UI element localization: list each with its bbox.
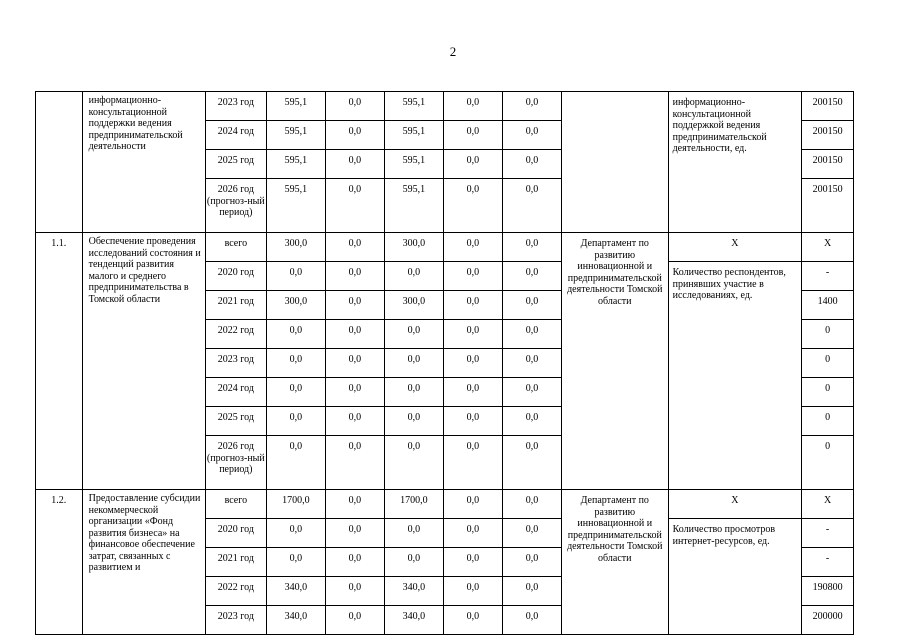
regional-cell: 1700,0 <box>384 490 443 519</box>
total-cell: 595,1 <box>266 179 325 233</box>
federal-cell: 0,0 <box>325 233 384 262</box>
local-cell: 0,0 <box>443 349 502 378</box>
federal-cell: 0,0 <box>325 121 384 150</box>
regional-cell: 595,1 <box>384 92 443 121</box>
target-cell: 200150 <box>802 121 854 150</box>
regional-cell: 0,0 <box>384 378 443 407</box>
target-cell: 190800 <box>802 577 854 606</box>
extra-cell: 0,0 <box>502 233 561 262</box>
federal-cell: 0,0 <box>325 262 384 291</box>
federal-cell: 0,0 <box>325 320 384 349</box>
extra-cell: 0,0 <box>502 262 561 291</box>
federal-cell: 0,0 <box>325 378 384 407</box>
indicator-x-cell: X <box>668 490 802 519</box>
regional-cell: 340,0 <box>384 577 443 606</box>
regional-cell: 0,0 <box>384 548 443 577</box>
regional-cell: 0,0 <box>384 436 443 490</box>
row-number-cell <box>36 92 83 233</box>
department-cell <box>561 92 668 233</box>
federal-cell: 0,0 <box>325 577 384 606</box>
target-cell: 200150 <box>802 179 854 233</box>
year-cell: 2021 год <box>205 548 266 577</box>
extra-cell: 0,0 <box>502 490 561 519</box>
total-cell: 0,0 <box>266 519 325 548</box>
target-cell: X <box>802 490 854 519</box>
target-cell: 1400 <box>802 291 854 320</box>
year-cell: 2020 год <box>205 262 266 291</box>
regional-cell: 595,1 <box>384 179 443 233</box>
local-cell: 0,0 <box>443 490 502 519</box>
target-cell: X <box>802 233 854 262</box>
year-cell: 2020 год <box>205 519 266 548</box>
table-row <box>36 92 854 121</box>
local-cell: 0,0 <box>443 407 502 436</box>
total-cell: 0,0 <box>266 548 325 577</box>
year-cell: 2026 год (прогноз-ный период) <box>205 436 266 490</box>
activity-name: Обеспечение проведения исследований состояния и тенденций развития малого и среднего предпринимательства в Томской области <box>82 233 205 490</box>
federal-cell: 0,0 <box>325 150 384 179</box>
regional-cell: 300,0 <box>384 291 443 320</box>
regional-cell: 0,0 <box>384 519 443 548</box>
federal-cell: 0,0 <box>325 407 384 436</box>
federal-cell: 0,0 <box>325 606 384 635</box>
year-cell: 2023 год <box>205 92 266 121</box>
program-table <box>35 91 854 635</box>
total-cell: 595,1 <box>266 150 325 179</box>
year-cell: всего <box>205 233 266 262</box>
federal-cell: 0,0 <box>325 179 384 233</box>
federal-cell: 0,0 <box>325 490 384 519</box>
extra-cell: 0,0 <box>502 121 561 150</box>
target-cell: 0 <box>802 320 854 349</box>
federal-cell: 0,0 <box>325 92 384 121</box>
row-number-cell: 1.2. <box>36 490 83 635</box>
total-cell: 300,0 <box>266 233 325 262</box>
year-cell: 2023 год <box>205 606 266 635</box>
extra-cell: 0,0 <box>502 548 561 577</box>
target-cell: 0 <box>802 349 854 378</box>
federal-cell: 0,0 <box>325 548 384 577</box>
department-cell: Департамент по развитию инновационной и предпринимательской деятельности Томской области <box>561 233 668 490</box>
regional-cell: 0,0 <box>384 349 443 378</box>
local-cell: 0,0 <box>443 378 502 407</box>
local-cell: 0,0 <box>443 262 502 291</box>
total-cell: 0,0 <box>266 436 325 490</box>
table-row <box>36 233 854 262</box>
year-cell: 2023 год <box>205 349 266 378</box>
year-cell: 2022 год <box>205 577 266 606</box>
local-cell: 0,0 <box>443 233 502 262</box>
year-cell: 2024 год <box>205 378 266 407</box>
regional-cell: 595,1 <box>384 121 443 150</box>
target-cell: 200000 <box>802 606 854 635</box>
local-cell: 0,0 <box>443 606 502 635</box>
extra-cell: 0,0 <box>502 150 561 179</box>
total-cell: 595,1 <box>266 92 325 121</box>
total-cell: 0,0 <box>266 349 325 378</box>
target-cell: 0 <box>802 407 854 436</box>
extra-cell: 0,0 <box>502 92 561 121</box>
extra-cell: 0,0 <box>502 519 561 548</box>
indicator-name: Количество просмотров интернет-ресурсов, ед. <box>668 519 802 635</box>
total-cell: 0,0 <box>266 378 325 407</box>
total-cell: 0,0 <box>266 407 325 436</box>
activity-name: информационно-консультационной поддержки ведения предпринимательской деятельности <box>82 92 205 233</box>
total-cell: 595,1 <box>266 121 325 150</box>
local-cell: 0,0 <box>443 320 502 349</box>
year-cell: 2024 год <box>205 121 266 150</box>
row-number-cell: 1.1. <box>36 233 83 490</box>
total-cell: 0,0 <box>266 262 325 291</box>
local-cell: 0,0 <box>443 92 502 121</box>
local-cell: 0,0 <box>443 291 502 320</box>
local-cell: 0,0 <box>443 121 502 150</box>
regional-cell: 340,0 <box>384 606 443 635</box>
year-cell: 2025 год <box>205 150 266 179</box>
extra-cell: 0,0 <box>502 407 561 436</box>
extra-cell: 0,0 <box>502 349 561 378</box>
regional-cell: 0,0 <box>384 320 443 349</box>
target-cell: 0 <box>802 436 854 490</box>
extra-cell: 0,0 <box>502 179 561 233</box>
local-cell: 0,0 <box>443 436 502 490</box>
page-number: 2 <box>449 44 457 59</box>
target-cell: 0 <box>802 378 854 407</box>
indicator-x-cell: X <box>668 233 802 262</box>
year-cell: 2022 год <box>205 320 266 349</box>
indicator-name: Количество респондентов, принявших участие в исследованиях, ед. <box>668 262 802 490</box>
local-cell: 0,0 <box>443 150 502 179</box>
regional-cell: 0,0 <box>384 262 443 291</box>
local-cell: 0,0 <box>443 179 502 233</box>
local-cell: 0,0 <box>443 519 502 548</box>
year-cell: всего <box>205 490 266 519</box>
regional-cell: 300,0 <box>384 233 443 262</box>
year-cell: 2026 год (прогноз-ный период) <box>205 179 266 233</box>
extra-cell: 0,0 <box>502 606 561 635</box>
total-cell: 300,0 <box>266 291 325 320</box>
regional-cell: 595,1 <box>384 150 443 179</box>
year-cell: 2021 год <box>205 291 266 320</box>
target-cell: - <box>802 548 854 577</box>
target-cell: - <box>802 519 854 548</box>
year-cell: 2025 год <box>205 407 266 436</box>
extra-cell: 0,0 <box>502 577 561 606</box>
total-cell: 340,0 <box>266 606 325 635</box>
federal-cell: 0,0 <box>325 349 384 378</box>
target-cell: - <box>802 262 854 291</box>
total-cell: 340,0 <box>266 577 325 606</box>
federal-cell: 0,0 <box>325 291 384 320</box>
federal-cell: 0,0 <box>325 436 384 490</box>
extra-cell: 0,0 <box>502 320 561 349</box>
total-cell: 1700,0 <box>266 490 325 519</box>
total-cell: 0,0 <box>266 320 325 349</box>
target-cell: 200150 <box>802 150 854 179</box>
target-cell: 200150 <box>802 92 854 121</box>
extra-cell: 0,0 <box>502 436 561 490</box>
extra-cell: 0,0 <box>502 378 561 407</box>
table-row <box>36 490 854 519</box>
local-cell: 0,0 <box>443 548 502 577</box>
federal-cell: 0,0 <box>325 519 384 548</box>
activity-name: Предоставление субсидии некоммерческой организации «Фонд развития бизнеса» на финансовое обеспечение затрат, связанных с развитием и <box>82 490 205 635</box>
department-cell: Департамент по развитию инновационной и предпринимательской деятельности Томской области <box>561 490 668 635</box>
indicator-name: информационно-консультационной поддержкой ведения предпринимательской деятельности, ед. <box>668 92 802 233</box>
extra-cell: 0,0 <box>502 291 561 320</box>
local-cell: 0,0 <box>443 577 502 606</box>
regional-cell: 0,0 <box>384 407 443 436</box>
